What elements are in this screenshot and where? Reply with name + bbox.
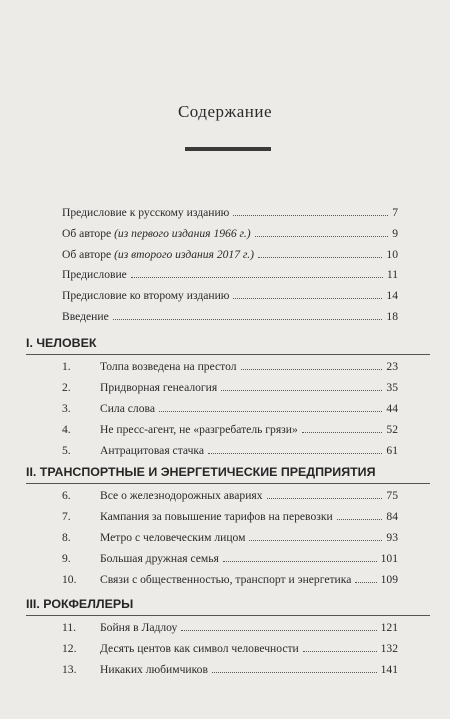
entry-title-text: Антрацитовая стачка bbox=[100, 444, 205, 457]
toc-entry[interactable] bbox=[62, 206, 398, 222]
entry-number: 5. bbox=[62, 444, 71, 457]
entry-title bbox=[100, 531, 245, 544]
entry-page-number: 44 bbox=[386, 402, 398, 415]
entry-title-text: Толпа возведена на престол bbox=[100, 360, 237, 373]
entry-number: 1. bbox=[62, 360, 71, 373]
dot-leader bbox=[221, 381, 382, 391]
entry-title-text: Кампания за повышение тарифов на перевозки bbox=[100, 510, 333, 523]
dot-leader bbox=[212, 663, 377, 673]
dot-leader bbox=[208, 444, 382, 454]
toc-entry[interactable] bbox=[62, 310, 398, 326]
toc-entry[interactable] bbox=[62, 444, 398, 460]
entry-title-text: Все о железнодорожных авариях bbox=[100, 489, 263, 502]
entry-page-number: 52 bbox=[386, 423, 398, 436]
entry-page-number: 61 bbox=[386, 444, 398, 457]
dot-leader bbox=[131, 268, 383, 278]
entry-page-number: 132 bbox=[380, 642, 398, 655]
entry-number: 2. bbox=[62, 381, 71, 394]
toc-entry[interactable] bbox=[62, 573, 398, 589]
entry-number: 12. bbox=[62, 642, 77, 655]
entry-title bbox=[100, 621, 177, 634]
dot-leader bbox=[303, 642, 377, 652]
entry-title-text: Введение bbox=[62, 310, 109, 323]
entry-number: 7. bbox=[62, 510, 71, 523]
toc-entry[interactable] bbox=[62, 402, 398, 418]
entry-page-number: 10 bbox=[386, 248, 398, 261]
entry-page-number: 75 bbox=[386, 489, 398, 502]
entry-title-text: Десять центов как символ человечности bbox=[100, 642, 299, 655]
dot-leader bbox=[233, 206, 388, 216]
entry-title-text: Никаких любимчиков bbox=[100, 663, 208, 676]
entry-title bbox=[100, 510, 333, 523]
page-title: Содержание bbox=[177, 102, 273, 121]
entry-number: 11. bbox=[62, 621, 77, 634]
entry-page-number: 141 bbox=[380, 663, 398, 676]
entry-title-text: Предисловие bbox=[62, 268, 127, 281]
entry-page-number: 35 bbox=[386, 381, 398, 394]
entry-page-number: 23 bbox=[386, 360, 398, 373]
entry-page-number: 11 bbox=[386, 268, 398, 281]
entry-title bbox=[62, 310, 109, 323]
entry-number: 9. bbox=[62, 552, 71, 565]
toc-entry[interactable] bbox=[62, 663, 398, 679]
toc-entry[interactable] bbox=[62, 381, 398, 397]
dot-leader bbox=[255, 227, 389, 237]
toc-entry[interactable] bbox=[62, 621, 398, 637]
entry-title bbox=[62, 206, 229, 219]
dot-leader bbox=[258, 248, 382, 258]
entry-number: 10. bbox=[62, 573, 77, 586]
entry-page-number: 109 bbox=[380, 573, 398, 586]
toc-entry[interactable] bbox=[62, 552, 398, 568]
section-heading[interactable]: II. ТРАНСПОРТНЫЕ И ЭНЕРГЕТИЧЕСКИЕ ПРЕДПРИЯТИЯ bbox=[26, 465, 376, 479]
entry-title-text: Не пресс-агент, не «разгребатель грязи» bbox=[100, 423, 298, 436]
section-divider bbox=[26, 354, 430, 355]
entry-title bbox=[100, 552, 219, 565]
toc-entry[interactable] bbox=[62, 248, 398, 264]
dot-leader bbox=[249, 531, 382, 541]
entry-title-text: Предисловие к русскому изданию bbox=[62, 206, 230, 219]
entry-title bbox=[100, 663, 208, 676]
toc-entry[interactable] bbox=[62, 489, 398, 505]
entry-title bbox=[100, 444, 204, 457]
entry-title bbox=[62, 227, 251, 240]
dot-leader bbox=[159, 402, 382, 412]
entry-number: 8. bbox=[62, 531, 71, 544]
toc-entry[interactable] bbox=[62, 531, 398, 547]
entry-title-text: Сила слова bbox=[100, 402, 155, 415]
entry-note: (из первого издания 1966 г.) bbox=[114, 227, 251, 240]
dot-leader bbox=[181, 621, 376, 631]
section-divider bbox=[26, 483, 430, 484]
entry-number: 13. bbox=[62, 663, 77, 676]
entry-title-text: Большая дружная семья bbox=[100, 552, 219, 565]
entry-page-number: 14 bbox=[386, 289, 398, 302]
toc-entry[interactable] bbox=[62, 289, 398, 305]
dot-leader bbox=[355, 573, 376, 583]
entry-title-text: Бойня в Ладлоу bbox=[100, 621, 178, 634]
entry-number: 6. bbox=[62, 489, 71, 502]
toc-entry[interactable] bbox=[62, 360, 398, 376]
title-underline bbox=[185, 147, 271, 151]
entry-page-number: 84 bbox=[386, 510, 398, 523]
entry-title bbox=[100, 381, 217, 394]
entry-page-number: 9 bbox=[392, 227, 398, 240]
toc-entry[interactable] bbox=[62, 268, 398, 284]
dot-leader bbox=[113, 310, 383, 320]
entry-title bbox=[100, 573, 351, 586]
entry-page-number: 93 bbox=[386, 531, 398, 544]
entry-title-text: Придворная генеалогия bbox=[100, 381, 218, 394]
dot-leader bbox=[267, 489, 383, 499]
entry-title bbox=[62, 268, 127, 281]
entry-number: 3. bbox=[62, 402, 71, 415]
section-heading[interactable]: I. ЧЕЛОВЕК bbox=[26, 336, 97, 350]
entry-title-text: Об авторе bbox=[62, 227, 112, 240]
entry-title bbox=[62, 248, 254, 261]
dot-leader bbox=[241, 360, 383, 370]
dot-leader bbox=[223, 552, 377, 562]
section-heading[interactable]: III. РОКФЕЛЛЕРЫ bbox=[26, 597, 134, 611]
entry-title bbox=[62, 289, 229, 302]
entry-title bbox=[100, 402, 155, 415]
toc-entry[interactable] bbox=[62, 227, 398, 243]
entry-page-number: 7 bbox=[392, 206, 398, 219]
entry-page-number: 18 bbox=[386, 310, 398, 323]
entry-title-text: Об авторе bbox=[62, 248, 112, 261]
entry-title bbox=[100, 489, 263, 502]
entry-note: (из второго издания 2017 г.) bbox=[114, 248, 255, 261]
toc-entry[interactable] bbox=[62, 642, 398, 658]
entry-title-text: Метро с человеческим лицом bbox=[100, 531, 246, 544]
toc-entry[interactable] bbox=[62, 423, 398, 439]
dot-leader bbox=[337, 510, 383, 520]
section-divider bbox=[26, 615, 430, 616]
entry-number: 4. bbox=[62, 423, 71, 436]
dot-leader bbox=[233, 289, 382, 299]
toc-entry[interactable] bbox=[62, 510, 398, 526]
entry-title-text: Предисловие ко второму изданию bbox=[62, 289, 230, 302]
entry-title bbox=[100, 642, 299, 655]
entry-page-number: 101 bbox=[380, 552, 398, 565]
dot-leader bbox=[302, 423, 383, 433]
entry-title bbox=[100, 423, 298, 436]
entry-title bbox=[100, 360, 237, 373]
entry-title-text: Связи с общественностью, транспорт и энергетика bbox=[100, 573, 352, 586]
entry-page-number: 121 bbox=[380, 621, 398, 634]
